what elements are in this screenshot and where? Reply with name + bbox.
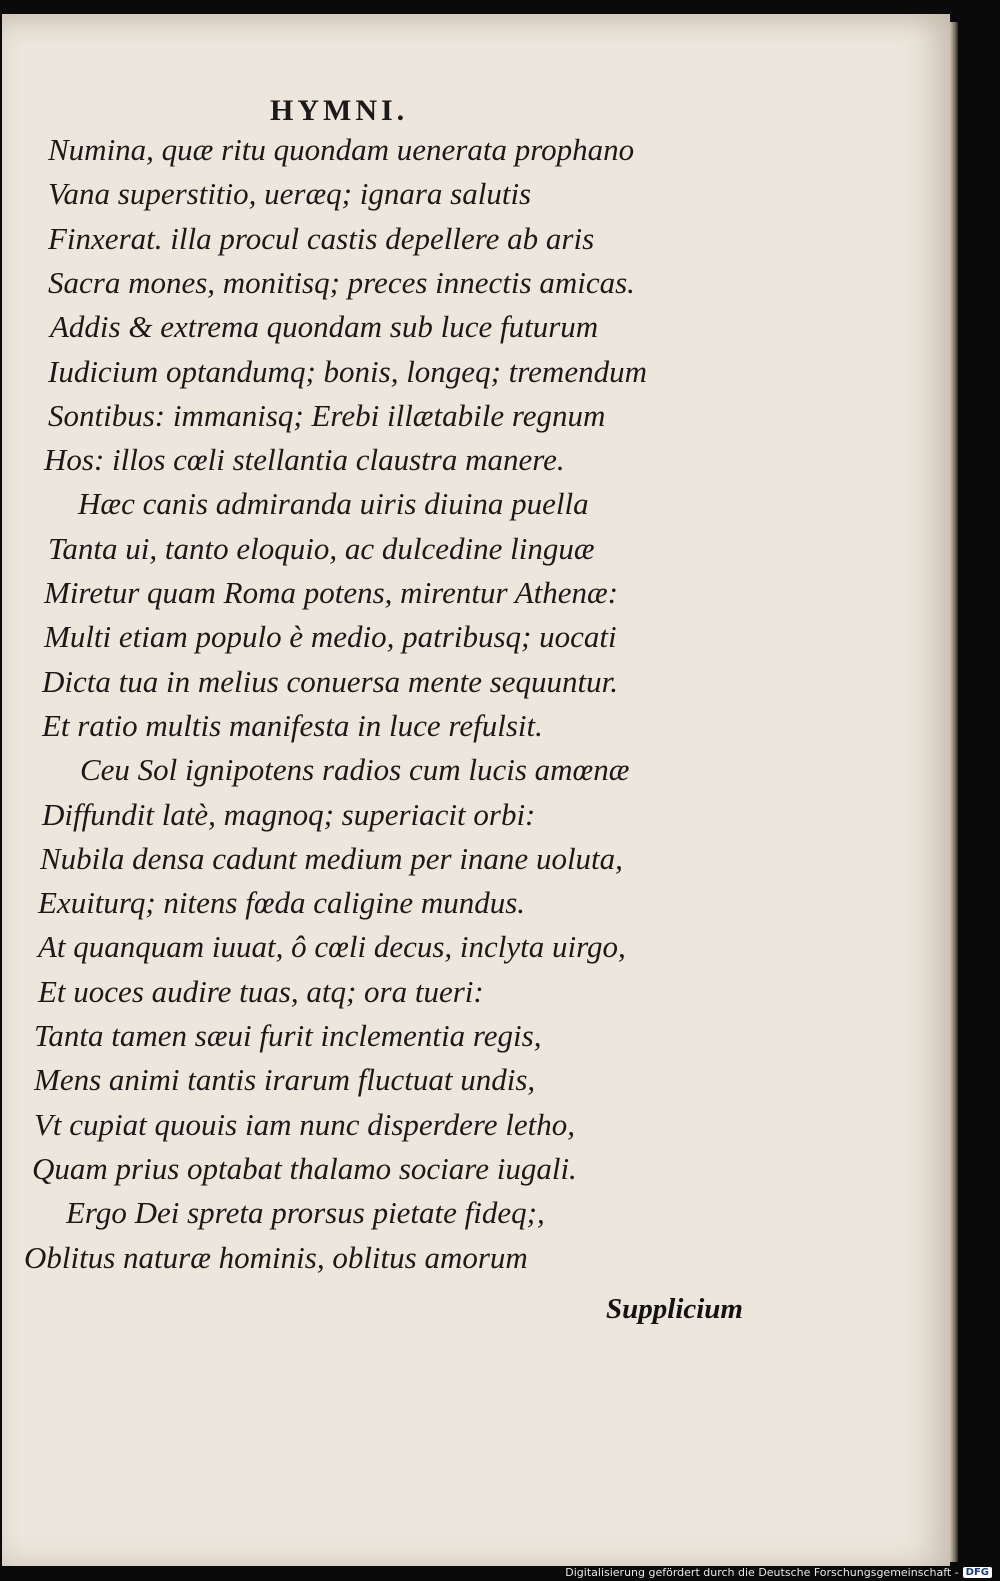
verse-line: Sacra mones, monitisq; preces innectis amicas. — [48, 264, 635, 300]
verse-line: Hos: illos cœli stellantia claustra manere. — [44, 442, 565, 478]
verse-line: Finxerat. illa procul castis depellere ab aris — [48, 220, 595, 256]
credit-text: Digitalisierung gefördert durch die Deutsche Forschungsgemeinschaft - — [565, 1566, 959, 1579]
dfg-logo-icon: DFG — [963, 1567, 992, 1578]
verse-line: Mens animi tantis irarum fluctuat undis, — [34, 1062, 536, 1098]
verse-line: Ceu Sol ignipotens radios cum lucis amœnæ — [80, 752, 630, 788]
verse-line: Sontibus: immanisq; Erebi illætabile regnum — [48, 397, 606, 433]
verse-line: Multi etiam populo è medio, patribusq; uocati — [44, 619, 617, 655]
digitization-credit — [565, 1566, 992, 1579]
verse-line: Et ratio multis manifesta in luce refulsit. — [42, 707, 543, 743]
verse-line: At quanquam iuuat, ô cœli decus, inclyta uirgo, — [38, 929, 626, 965]
verse-line: Et uoces audire tuas, atq; ora tueri: — [38, 973, 484, 1009]
verse-line: Iudicium optandumq; bonis, longeq; tremendum — [48, 353, 647, 389]
verse-line: Vt cupiat quouis iam nunc disperdere letho, — [34, 1106, 575, 1142]
verse-line: Ergo Dei spreta prorsus pietate fideq;, — [66, 1195, 545, 1231]
verse-line: Quam prius optabat thalamo sociare iugali. — [32, 1150, 577, 1186]
book-page — [2, 14, 950, 1566]
verse-line: Vana superstitio, ueræq; ignara salutis — [48, 176, 532, 212]
verse-line: Tanta ui, tanto eloquio, ac dulcedine linguæ — [48, 530, 595, 566]
page-edge — [950, 22, 958, 1562]
verse-line: Addis & extrema quondam sub luce futurum — [50, 309, 599, 345]
verse-line: Exuiturq; nitens fœda caligine mundus. — [38, 885, 526, 921]
verse-line: Nubila densa cadunt medium per inane uoluta, — [40, 840, 623, 876]
verse-line: Hæc canis admiranda uiris diuina puella — [78, 486, 589, 522]
catchword: Supplicium — [606, 1293, 743, 1325]
verse-line: Diffundit latè, magnoq; superiacit orbi: — [42, 796, 536, 832]
verse-line: Oblitus naturæ hominis, oblitus amorum — [24, 1239, 528, 1275]
verse-line: Numina, quæ ritu quondam uenerata prophano — [48, 132, 635, 167]
verse-line: Miretur quam Roma potens, mirentur Athenæ: — [44, 575, 619, 610]
verse-line: Dicta tua in melius conuersa mente sequuntur. — [42, 663, 619, 699]
running-head: HYMNI. — [270, 94, 409, 127]
verse-line: Tanta tamen sæui furit inclementia regis, — [34, 1018, 542, 1053]
